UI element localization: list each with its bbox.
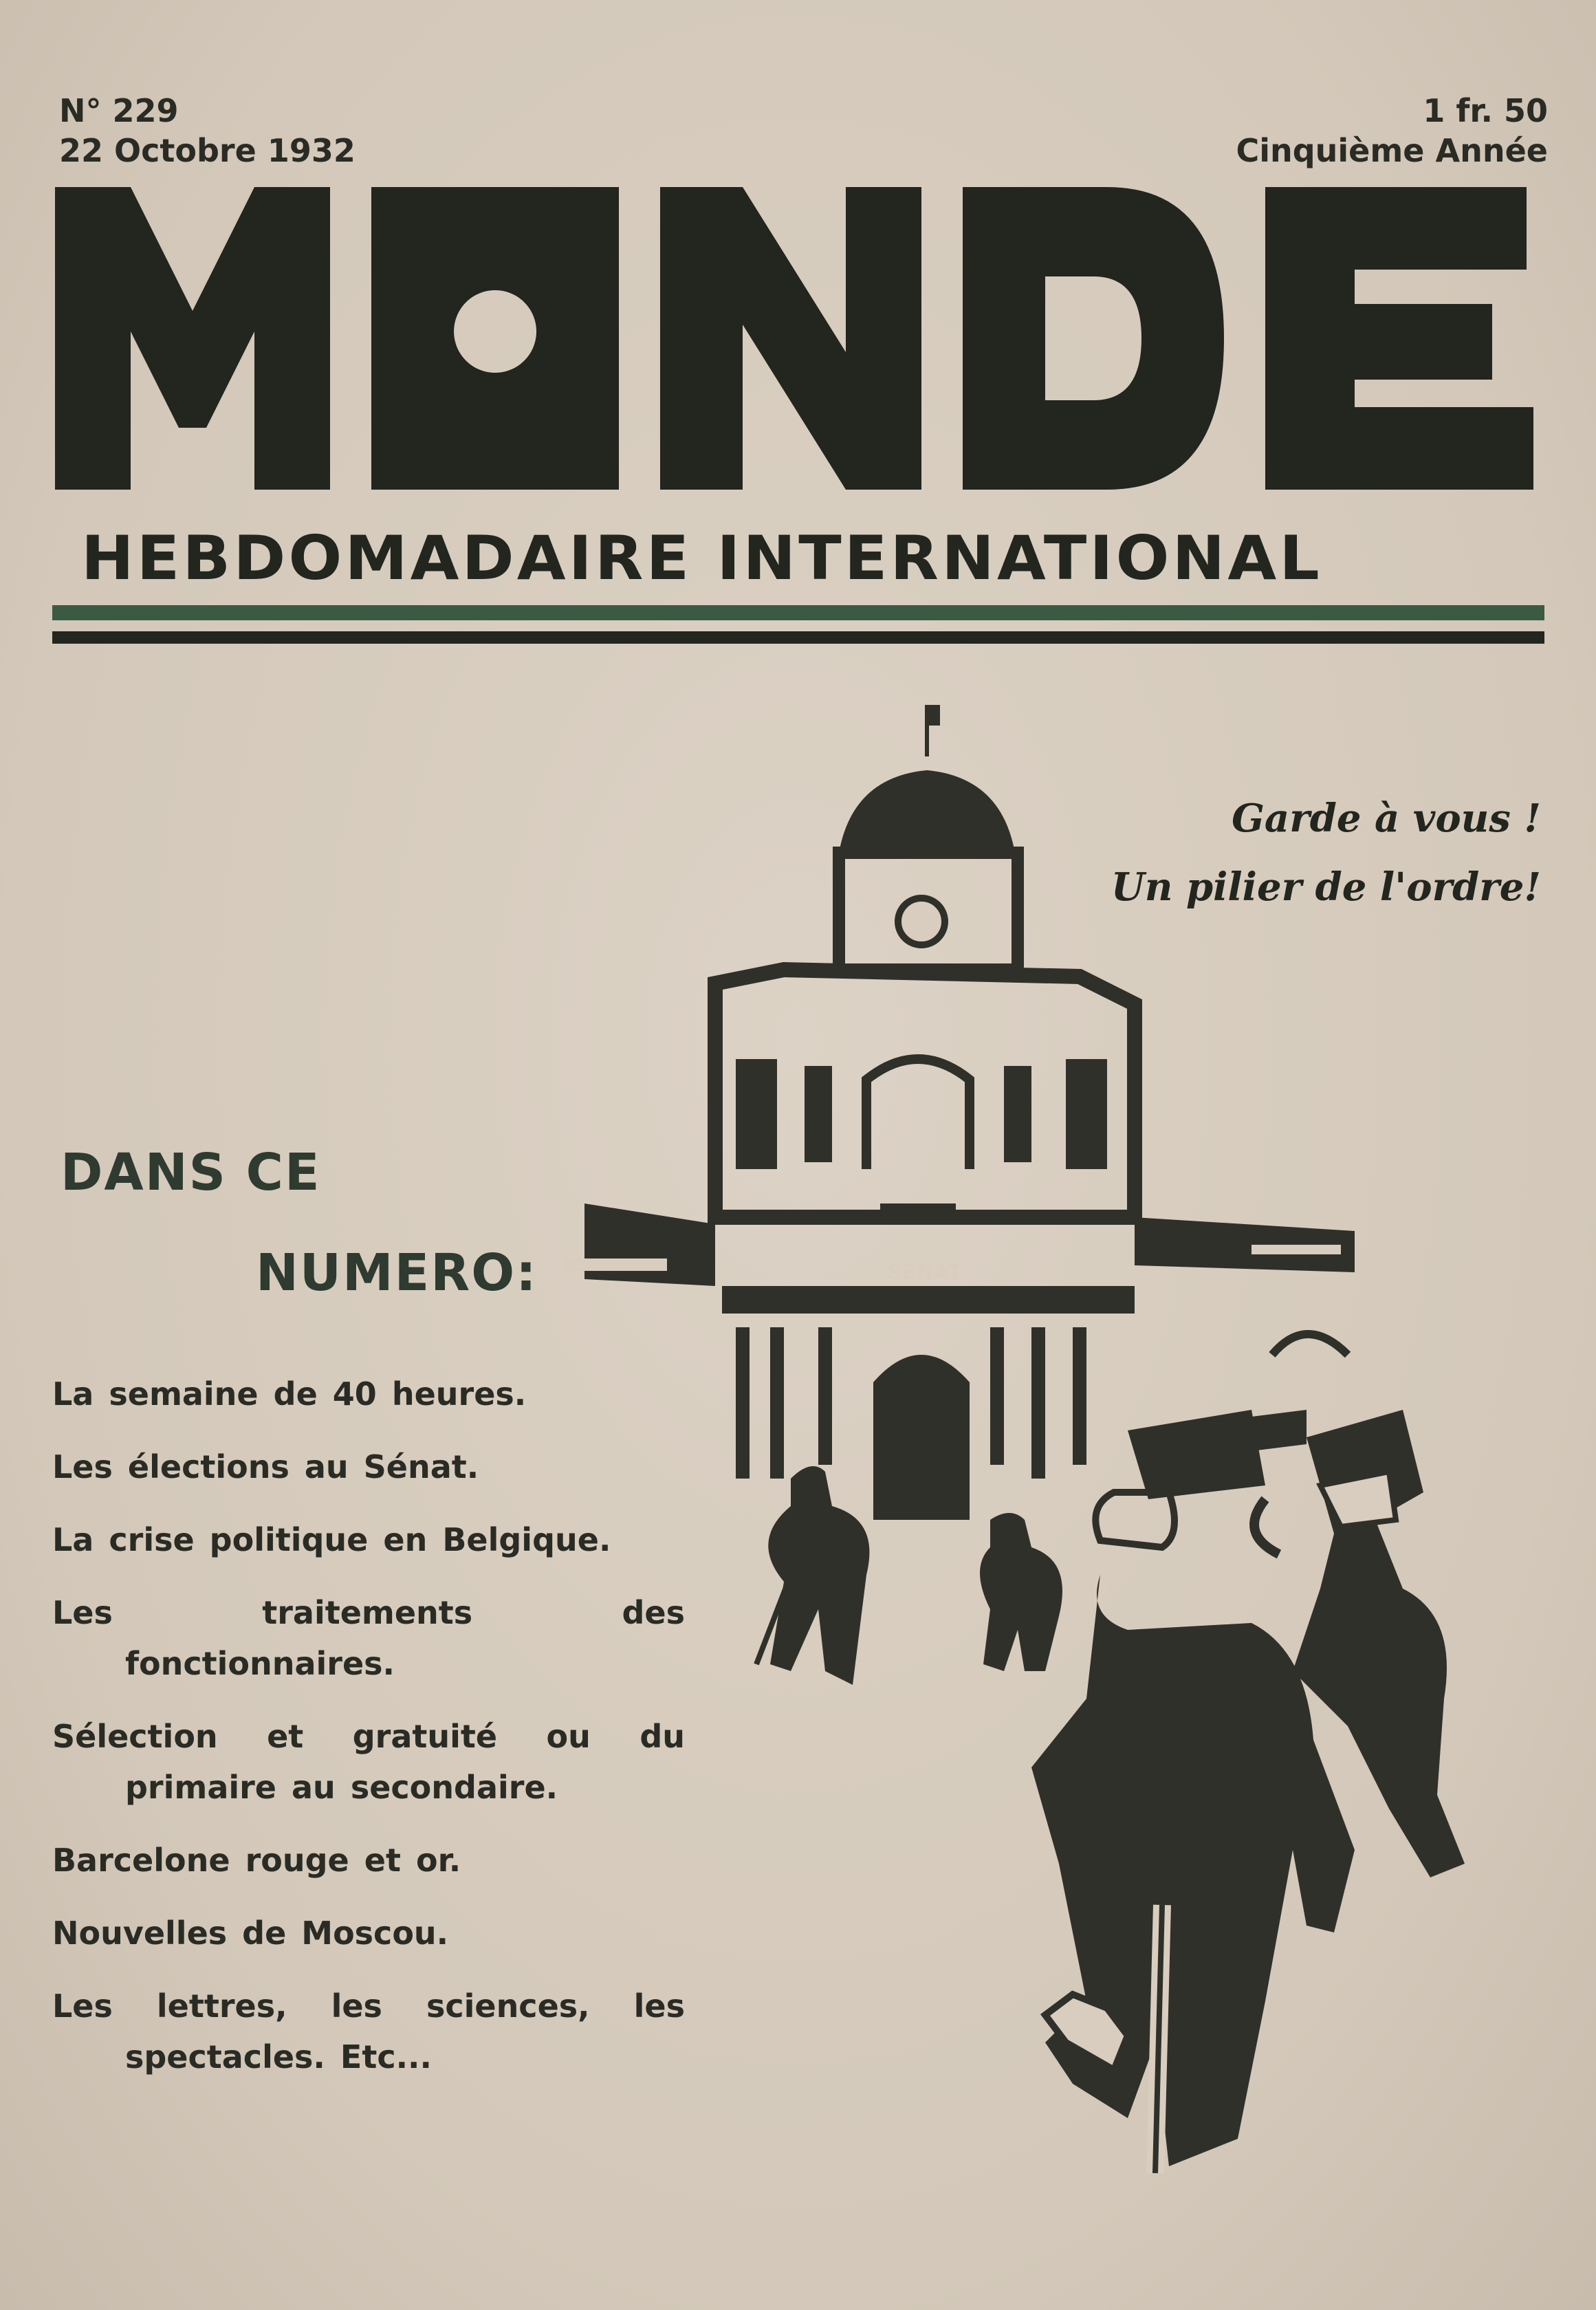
divider-green	[52, 605, 1544, 620]
toc-item: Les élections au Sénat.	[52, 1448, 479, 1485]
policeman-cap	[1128, 1410, 1265, 1499]
contents-title-line-2: NUMERO:	[256, 1243, 538, 1303]
clock-icon	[898, 898, 945, 945]
masthead-subtitle: HEBDOMADAIRE INTERNATIONAL	[81, 523, 1322, 593]
contents-title-line-1: DANS CE	[61, 1143, 321, 1202]
caption-line-1: Garde à vous !	[1232, 796, 1541, 841]
caption-line-2: Un pilier de l'ordre!	[1111, 864, 1541, 910]
masthead-logo	[48, 180, 1540, 497]
divider-dark	[52, 631, 1544, 644]
issue-number: N° 229	[59, 92, 179, 129]
toc-item: Barcelone rouge et or.	[52, 1842, 461, 1879]
price-info	[1236, 91, 1548, 171]
senat-sign: SENAT	[887, 1261, 962, 1285]
senate-illustration	[564, 695, 1540, 2180]
issue-price: 1 fr. 50	[1423, 92, 1548, 129]
figure-middle	[980, 1513, 1062, 1671]
toc-item: La crise politique en Belgique.	[52, 1521, 611, 1558]
toc-item: Nouvelles de Moscou.	[52, 1915, 449, 1952]
table-of-contents	[52, 1369, 685, 2104]
toc-item: Sélection et gratuité ou du primaire au secondaire.	[52, 1718, 685, 1806]
toc-item: La semaine de 40 heures.	[52, 1375, 527, 1413]
issue-date: 22 Octobre 1932	[59, 132, 356, 169]
toc-item: Les traitements des fonctionnaires.	[52, 1594, 685, 1682]
issue-info	[59, 91, 356, 171]
figure-left	[768, 1466, 869, 1685]
toc-item: Les lettres, les sciences, les spectacles. Etc...	[52, 1987, 685, 2075]
publication-year: Cinquième Année	[1236, 132, 1548, 169]
